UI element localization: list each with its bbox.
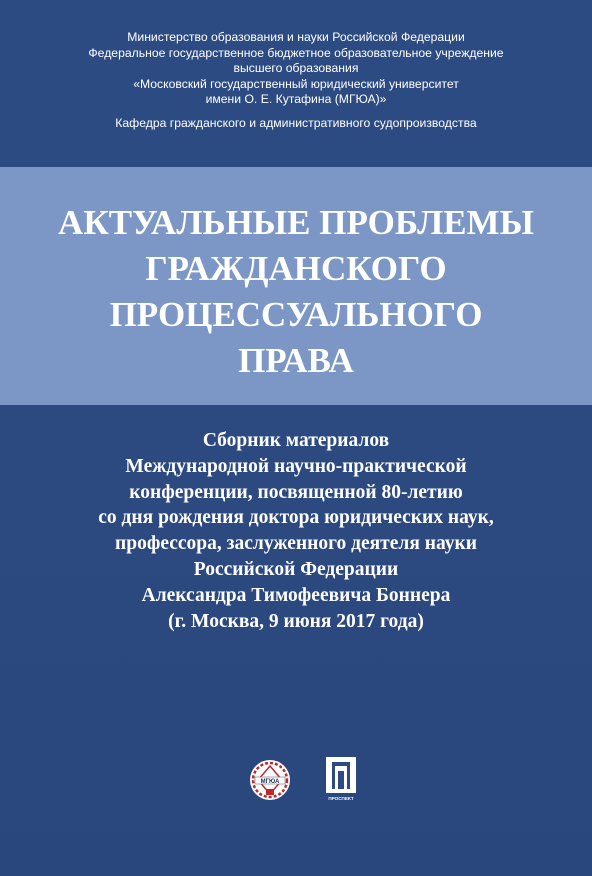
university-abbr: МГЮА — [260, 779, 280, 785]
title-line-4: ПРАВА — [238, 341, 354, 380]
book-title — [0, 200, 592, 384]
institution-type-line: Федеральное государственное бюджетное образовательное учреждение — [88, 45, 504, 60]
title-line-1: АКТУАЛЬНЫЕ ПРОБЛЕМЫ — [58, 203, 534, 242]
publisher-logo — [326, 757, 356, 803]
book-subtitle — [0, 428, 592, 634]
institution-header — [20, 30, 572, 131]
subtitle-line-4: со дня рождения доктора юридических наук, — [98, 507, 494, 529]
subtitle-line-8: (г. Москва, 9 июня 2017 года) — [168, 610, 424, 632]
title-line-3: ПРОЦЕССУАЛЬНОГО — [109, 295, 483, 334]
university-name-line-2: имени О. Е. Кутафина (МГЮА)» — [205, 92, 387, 106]
education-level-line: высшего образования — [233, 61, 359, 75]
subtitle-line-5: профессора, заслуженного деятеля науки — [115, 533, 477, 555]
subtitle-line-7: Александра Тимофеевича Боннера — [141, 584, 451, 606]
title-line-2: ГРАЖДАНСКОГО — [145, 249, 447, 288]
university-name-line: «Московский государственный юридический университет — [133, 76, 459, 91]
subtitle-line-1: Сборник материалов — [202, 430, 390, 451]
subtitle-line-3: конференции, посвященной 80-летию — [129, 481, 463, 503]
ministry-line: Министерство образования и науки Российской Федерации — [127, 30, 465, 44]
subtitle-line-6: Российской Федерации — [193, 558, 399, 580]
department-line: Кафедра гражданского и административного судопроизводства — [115, 115, 477, 130]
university-logo — [240, 758, 300, 802]
publisher-name: ПРОСПЕКТ — [328, 796, 354, 801]
header-block — [0, 0, 592, 167]
subtitle-line-2: Международной научно-практической — [125, 455, 467, 477]
